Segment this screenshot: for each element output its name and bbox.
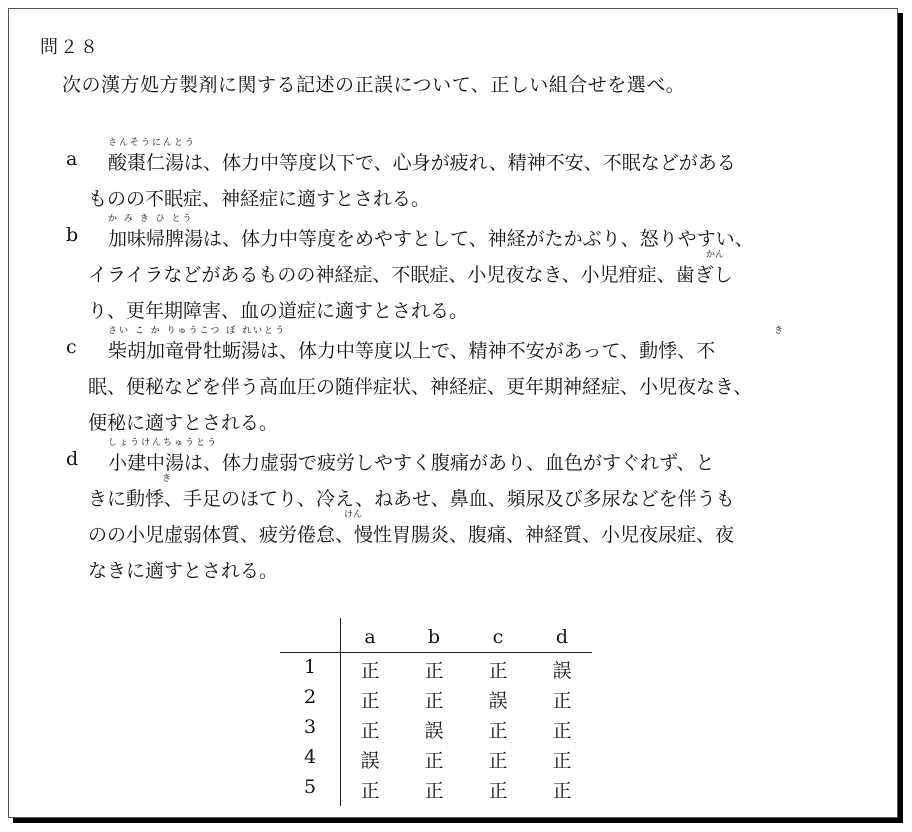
item-text: は、体力虚弱で疲労しやすく腹痛があり、血色がすぐれず、と <box>184 452 715 474</box>
formula-ruby: か み き ひ とう <box>108 214 194 224</box>
item-text: は、体力中等度以上で、精神不安があって、動悸、不 <box>260 340 716 362</box>
question-number: 問２８ <box>40 37 100 58</box>
formula-name: さんそうにんとう 酸棗仁湯 <box>108 148 184 175</box>
item-text: きに動悸、手足のほてり、冷え、ねあせ、鼻血、頻尿及び多尿などを伴うも <box>88 488 735 510</box>
question-stem: 次の漢方処方製剤に関する記述の正誤について、正しい組合せを選べ。 <box>62 74 686 96</box>
word-ruby: き <box>774 326 784 336</box>
item-text: は、体力中等度をめやすとして、神経がたかぶり、怒りやすい、 <box>203 228 754 250</box>
table-cell: 正 <box>424 750 444 772</box>
row-number: 2 <box>303 686 317 708</box>
row-number: 1 <box>303 656 317 678</box>
table-header: a <box>364 626 376 648</box>
table-cell: 正 <box>488 750 508 772</box>
item-letter: d <box>66 448 79 470</box>
table-cell: 正 <box>424 780 444 802</box>
item-text: イライラなどがあるものの神経症、不眠症、小児夜なき、小児疳症、歯ぎし <box>88 264 733 286</box>
table-header: b <box>427 626 441 648</box>
table-cell: 正 <box>552 750 572 772</box>
table-cell: 正 <box>552 690 572 712</box>
item-text: り、更年期障害、血の道症に適すとされる。 <box>88 300 469 322</box>
table-cell: 正 <box>488 780 508 802</box>
table-cell: 正 <box>360 720 380 742</box>
formula-name: さい こ か りゅうこつ ぼ れいとう 柴胡加竜骨牡蛎湯 <box>108 336 260 363</box>
table-cell: 誤 <box>552 660 572 682</box>
item-letter: b <box>66 224 79 246</box>
row-number: 5 <box>303 776 317 798</box>
table-cell: 正 <box>424 690 444 712</box>
table-header: c <box>492 626 504 648</box>
word-ruby: かん <box>706 250 725 260</box>
item-letter: a <box>66 148 78 170</box>
table-divider <box>280 652 592 653</box>
formula-name: しょうけんちゅうとう 小建中湯 <box>108 448 184 475</box>
table-cell: 正 <box>488 660 508 682</box>
table-cell: 誤 <box>360 750 380 772</box>
item-text: 便秘に適すとされる。 <box>88 412 279 434</box>
table-cell: 正 <box>488 720 508 742</box>
formula-ruby: さい こ か りゅうこつ ぼ れいとう <box>108 326 287 336</box>
formula-ruby: さんそうにんとう <box>108 138 197 148</box>
formula-name: か み き ひ とう 加味帰脾湯 <box>108 224 203 251</box>
word-ruby: けん <box>344 510 363 520</box>
table-cell: 正 <box>360 780 380 802</box>
table-cell: 正 <box>360 660 380 682</box>
table-divider <box>340 618 341 806</box>
table-header: d <box>555 626 569 648</box>
item-text: は、体力中等度以下で、心身が疲れ、精神不安、不眠などがある <box>184 152 736 174</box>
item-text: のの小児虚弱体質、疲労倦怠、慢性胃腸炎、腹痛、神経質、小児夜尿症、夜 <box>88 524 735 546</box>
table-cell: 正 <box>360 690 380 712</box>
table-cell: 正 <box>552 720 572 742</box>
table-cell: 正 <box>424 660 444 682</box>
item-text: ものの不眠症、神経症に適すとされる。 <box>88 188 431 210</box>
row-number: 3 <box>303 716 317 738</box>
item-text: なきに適すとされる。 <box>88 560 279 582</box>
item-text: 眠、便秘などを伴う高血圧の随伴症状、神経症、更年期神経症、小児夜なき、 <box>88 376 753 398</box>
formula-ruby: しょうけんちゅうとう <box>108 438 219 448</box>
row-number: 4 <box>303 746 317 768</box>
table-cell: 正 <box>552 780 572 802</box>
table-cell: 誤 <box>424 720 444 742</box>
word-ruby: き <box>162 474 172 484</box>
table-cell: 誤 <box>488 690 508 712</box>
answer-table <box>280 618 595 808</box>
item-letter: c <box>66 336 77 358</box>
